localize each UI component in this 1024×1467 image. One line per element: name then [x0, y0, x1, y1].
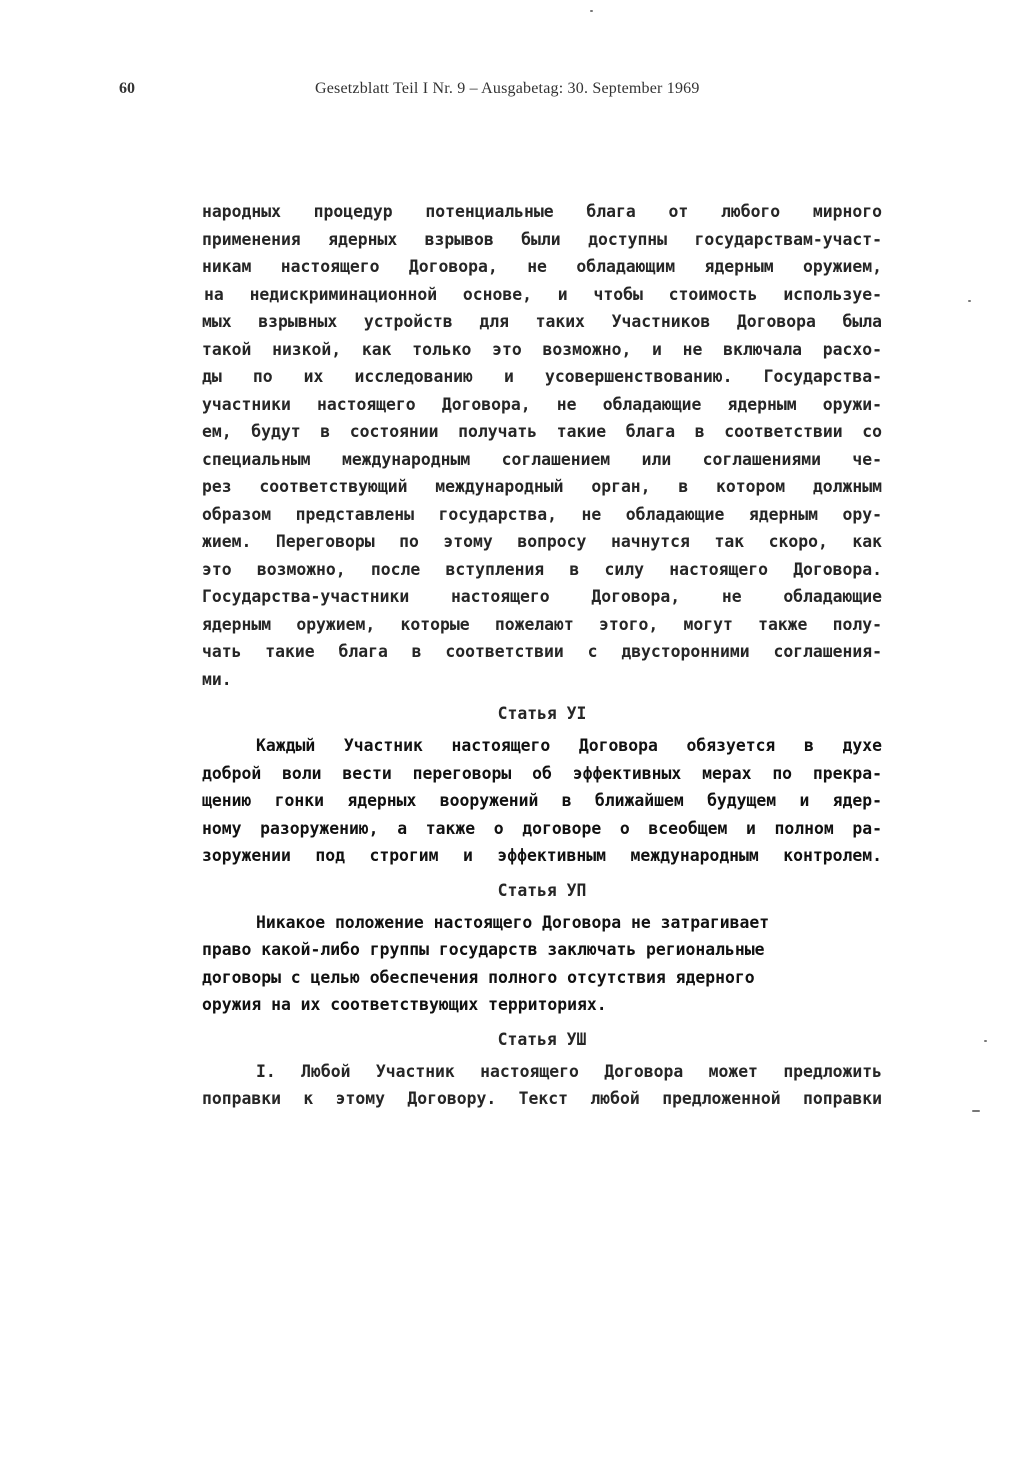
text-line: народных процедур потенциальные блага от любого мирного	[202, 202, 882, 221]
text-line: оружия на их соответствующих территориях.	[202, 995, 607, 1014]
text-line: ды по их исследованию и усовершенствованию. Государства-	[202, 367, 882, 386]
continuation-paragraph	[202, 198, 882, 693]
text-line: специальным международным соглашением или соглашениями че-	[202, 449, 882, 469]
text-line: никам настоящего Договора, не обладающим ядерным оружием,	[202, 257, 882, 276]
text-line: такой низкой, как только это возможно, и не включала расхо-	[202, 339, 882, 359]
text-line: договоры с целью обеспечения полного отсутствия ядерного	[202, 967, 755, 987]
text-line: ядерным оружием, которые пожелают этого, могут также полу-	[202, 614, 882, 634]
text-line: I. Любой Участник настоящего Договора может предложить	[256, 1061, 882, 1081]
text-line: рез соответствующий международный орган, в котором должным	[202, 477, 882, 496]
article-8-heading: Статья УШ	[497, 1029, 587, 1049]
text-line: это возможно, после вступления в силу настоящего Договора.	[202, 559, 882, 579]
text-line: Никакое положение настоящего Договора не затрагивает	[256, 912, 770, 932]
text-line: Каждый Участник настоящего Договора обязуется в духе	[256, 736, 882, 755]
page-number: 60	[119, 80, 135, 97]
text-line: ми.	[202, 669, 232, 689]
scan-speck	[968, 300, 971, 302]
article-6-heading: Статья УI	[497, 704, 587, 723]
text-line: образом представлены государства, не обладающие ядерным ору-	[202, 504, 882, 524]
text-line: зоружении под строгим и эффективным международным контролем.	[202, 846, 882, 865]
text-line: применения ядерных взрывов были доступны государствам-участ-	[202, 229, 882, 249]
article-8-paragraph	[202, 1058, 882, 1113]
text-line: участники настоящего Договора, не обладающие ядерным оружи-	[202, 394, 882, 414]
scan-speck	[590, 10, 593, 12]
text-line: право какой-либо группы государств заключать региональные	[202, 940, 765, 959]
treaty-text	[202, 198, 882, 1113]
scan-speck	[984, 1040, 987, 1042]
text-line: ем, будут в состоянии получать такие блага в соответствии со	[202, 422, 882, 441]
article-7-heading: Статья УП	[497, 880, 587, 900]
scan-speck	[972, 1110, 980, 1112]
text-line: на недискриминационной основе, и чтобы стоимость используе-	[204, 284, 882, 304]
text-line: мых взрывных устройств для таких Участников Договора была	[202, 312, 882, 331]
page-header	[119, 80, 779, 104]
text-line: жием. Переговоры по этому вопросу начнутся так скоро, как	[202, 532, 882, 551]
text-line: чать такие блага в соответствии с двусторонними соглашения-	[202, 642, 882, 661]
article-6-paragraph	[202, 732, 882, 870]
text-line: Государства-участники настоящего Договора, не обладающие	[202, 587, 882, 606]
text-line: доброй воли вести переговоры об эффективных мерах по прекра-	[202, 763, 882, 783]
article-7-paragraph	[202, 909, 882, 1019]
text-line: поправки к этому Договору. Текст любой предложенной поправки	[202, 1089, 882, 1108]
text-line: ному разоружению, а также о договоре о всеобщем и полном ра-	[202, 818, 882, 838]
text-line: щению гонки ядерных вооружений в ближайшем будущем и ядер-	[202, 791, 882, 810]
running-head: Gesetzblatt Teil I Nr. 9 – Ausgabetag: 30. September 1969	[315, 80, 700, 97]
